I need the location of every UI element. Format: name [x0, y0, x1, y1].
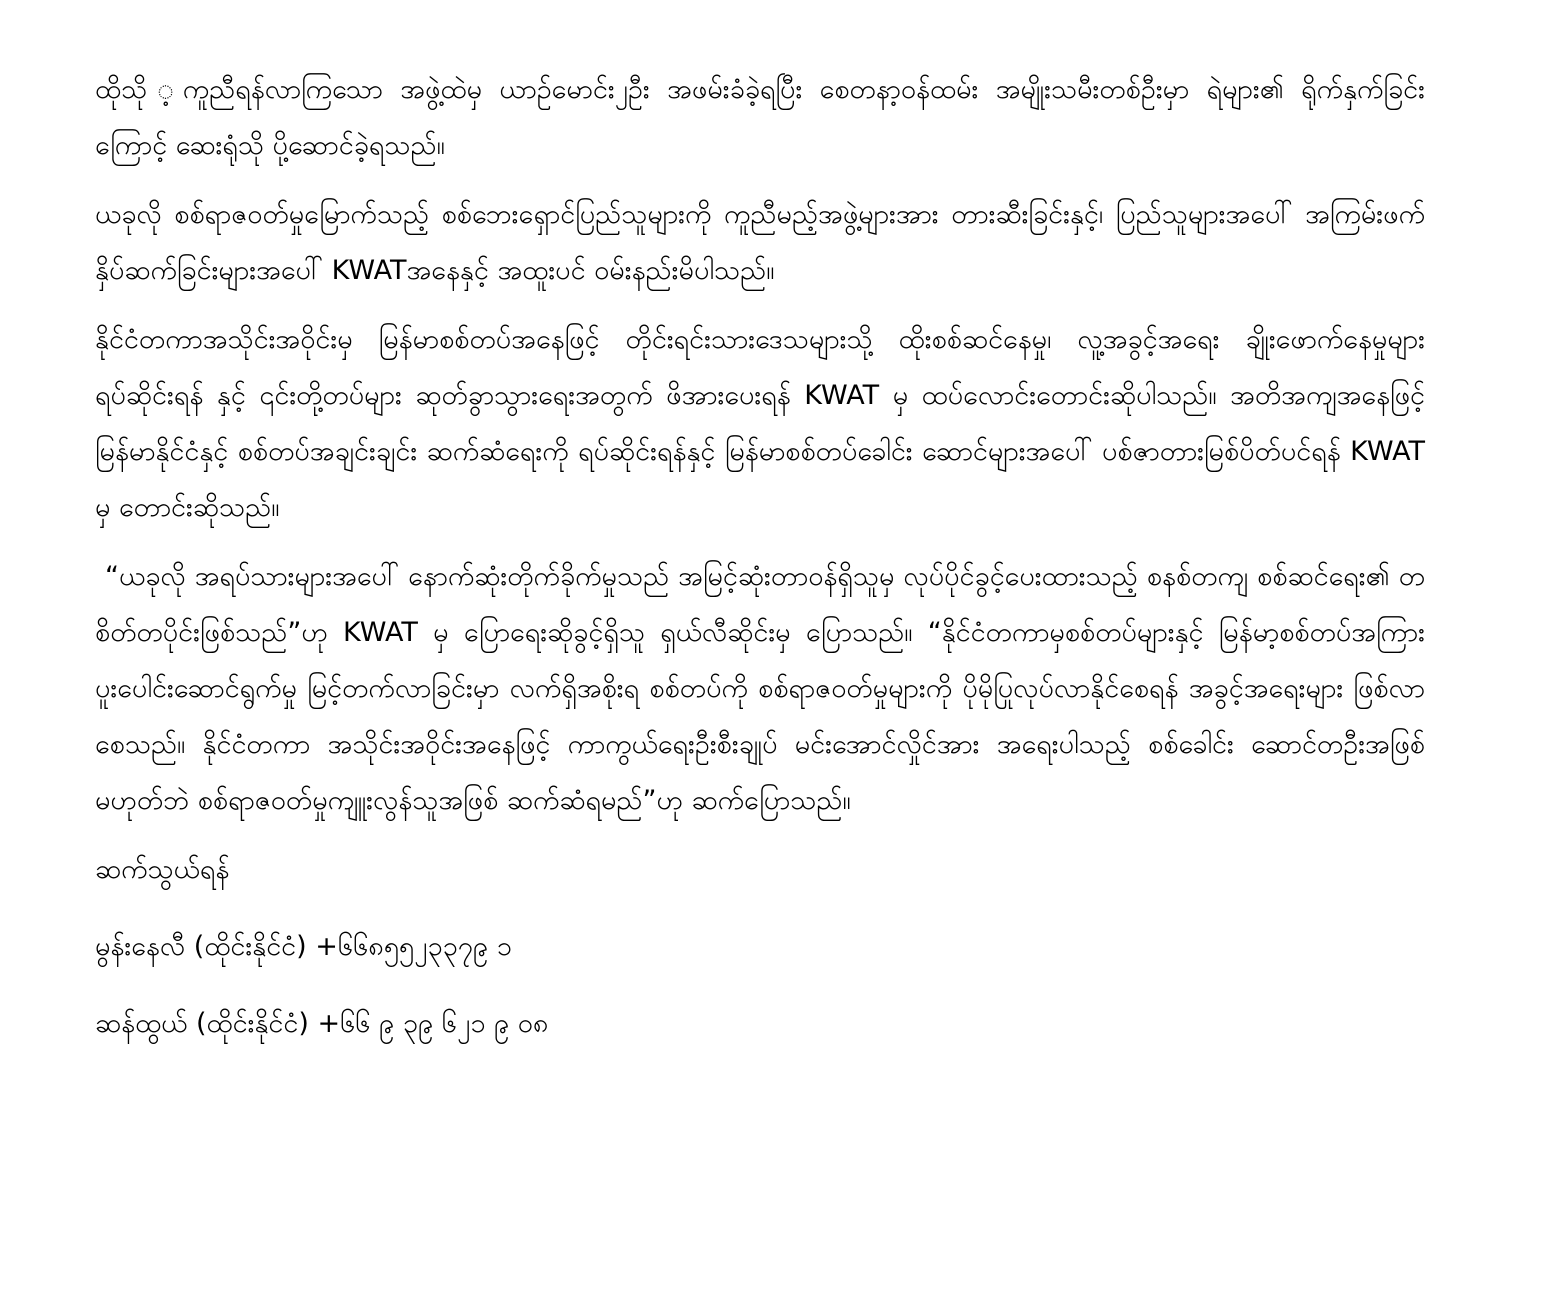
document-body: [95, 62, 1425, 1073]
paragraph-spokesperson-quote: “ယခုလို အရပ်သားများအပေါ် နောက်ဆုံးတိုက်ခိုက်မှုသည် အမြင့်ဆုံးတာဝန်ရှိသူမှ လုပ်ပိုင်ခွင့်ပေးထားသည့် စနစ်တကျ စစ်ဆင်ရေး၏ တစိတ်တပိုင်းဖြစ်သည်”ဟု KWAT မှ ပြောရေးဆိုခွင့်ရှိသူ ရှယ်လီဆိုင်းမှ ပြောသည်။ “နိုင်ငံတကာမှစစ်တပ်များနှင့် မြန်မာ့စစ်တပ်အကြား ပူးပေါင်းဆောင်ရွက်မှု မြင့်တက်လာခြင်းမှာ လက်ရှိအစိုးရ စစ်တပ်ကို စစ်ရာဇဝတ်မှုများကို ပိုမိုပြုလုပ်လာနိုင်စေရန် အခွင့်အရေးများ ဖြစ်လာစေသည်။ နိုင်ငံတကာ အသိုင်းအဝိုင်းအနေဖြင့် ကာကွယ်ရေးဦးစီးချုပ် မင်းအောင်လှိုင်အား အရေးပါသည့် စစ်ခေါင်း ဆောင်တဦးအဖြစ်မဟုတ်ဘဲ စစ်ရာဇဝတ်မှုကျူးလွန်သူအဖြစ် ဆက်ဆံရမည်”ဟု ဆက်ပြောသည်။: [95, 561, 1425, 816]
contact-line-1: မွန်းနေလီ (ထိုင်းနိုင်ငံ) +၆၆၈၅၅၂၃၃၇၉ ၁: [95, 931, 512, 962]
paragraph-kwat-sorrow: ယခုလို စစ်ရာဇဝတ်မှုမြောက်သည့် စစ်ဘေးရှောင်ပြည်သူများကို ကူညီမည့်အဖွဲ့များအား တားဆီးခြင်းနှင့်၊ ပြည်သူများအပေါ် အကြမ်းဖက် နှိပ်ဆက်ခြင်းများအပေါ် KWATအနေနှင့် အထူးပင် ဝမ်းနည်းမိပါသည်။: [95, 199, 1425, 286]
contact-line-2: ဆန်ထွယ် (ထိုင်းနိုင်ငံ) +၆၆ ၉ ၃၉ ၆၂၁ ၉ ဝ၈: [95, 1008, 549, 1039]
paragraph-kwat-demands: နိုင်ငံတကာအသိုင်းအဝိုင်းမှ မြန်မာစစ်တပ်အနေဖြင့် တိုင်းရင်းသားဒေသများသို့ ထိုးစစ်ဆင်နေမှု၊ လူ့အခွင့်အရေး ချိုးဖောက်နေမှုများ ရပ်ဆိုင်းရန် နှင့် ၎င်းတို့တပ်များ ဆုတ်ခွာသွားရေးအတွက် ဖိအားပေးရန် KWAT မှ ထပ်လောင်းတောင်းဆိုပါသည်။ အတိအကျအနေဖြင့် မြန်မာနိုင်ငံနှင့် စစ်တပ်အချင်းချင်း ဆက်ဆံရေးကို ရပ်ဆိုင်းရန်နှင့် မြန်မာစစ်တပ်ခေါင်း ဆောင်များအပေါ် ပစ်ဇာတားမြစ်ပိတ်ပင်ရန် KWAT မှ တောင်းဆိုသည်။: [95, 324, 1425, 523]
contact-heading: ဆက်သွယ်ရန်: [95, 854, 230, 885]
paragraph-rescue-team: ထိုသို ့ကူညီရန်လာကြသော အဖွဲ့ထဲမှ ယာဉ်မောင်း၂ဦး အဖမ်းခံခဲ့ရပြီး စေတနာ့ဝန်ထမ်း အမျိုးသမီးတစ်ဦးမှာ ရဲများ၏ ရိုက်နှက်ခြင်း ကြောင့် ဆေးရုံသို ပို့ဆောင်ခဲ့ရသည်။: [95, 74, 1425, 161]
